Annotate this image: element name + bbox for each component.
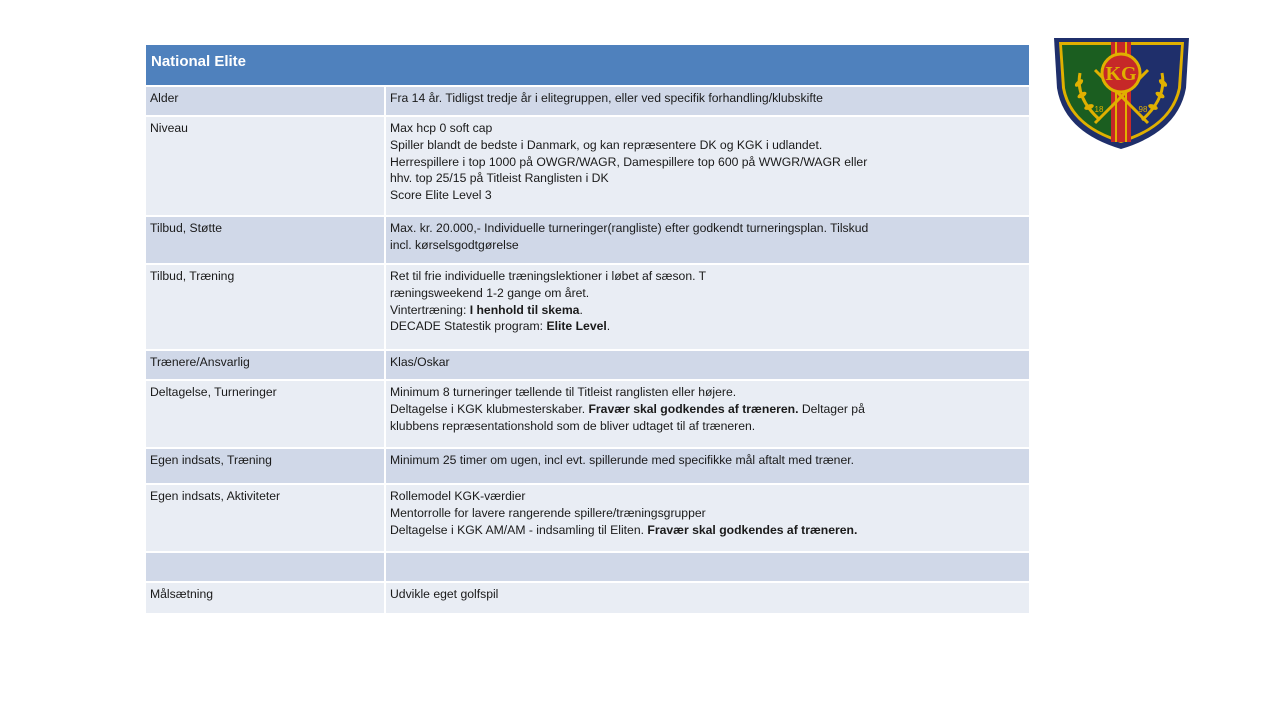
row-label: Egen indsats, Aktiviteter xyxy=(146,485,386,551)
table-row xyxy=(146,215,1029,263)
crest-letters: KG xyxy=(1105,63,1137,85)
kgk-crest-icon xyxy=(1050,28,1193,152)
table-title: National Elite xyxy=(146,45,1029,85)
row-value: Rollemodel KGK-værdier Mentorrolle for lavere rangerende spillere/træningsgrupper Deltagelse i KGK AM/AM - indsamling til Eliten. Fravær skal godkendes af træneren. xyxy=(386,485,1029,551)
table-row xyxy=(146,263,1029,349)
row-value: Udvikle eget golfspil xyxy=(386,583,1029,613)
table-row xyxy=(146,379,1029,447)
row-value: Fra 14 år. Tidligst tredje år i elitegruppen, eller ved specifik forhandling/klubskifte xyxy=(386,87,1029,115)
national-elite-table xyxy=(146,45,1029,613)
row-label: Tilbud, Støtte xyxy=(146,217,386,263)
table-row xyxy=(146,581,1029,613)
row-label xyxy=(146,553,386,581)
table-row xyxy=(146,447,1029,483)
row-label: Trænere/Ansvarlig xyxy=(146,351,386,379)
row-label: Niveau xyxy=(146,117,386,215)
row-label: Tilbud, Træning xyxy=(146,265,386,349)
crest-year-left: 18 xyxy=(1094,105,1104,114)
row-value: Ret til frie individuelle træningslektioner i løbet af sæson. T ræningsweekend 1-2 gange om året. Vintertræning: I henhold til skema. DECADE Statestik program: Elite Level. xyxy=(386,265,1029,349)
crest-year-right: 98 xyxy=(1138,105,1148,114)
table-row xyxy=(146,85,1029,115)
row-value: Minimum 25 timer om ugen, incl evt. spillerunde med specifikke mål aftalt med træner. xyxy=(386,449,1029,483)
row-value xyxy=(386,553,1029,581)
row-label: Egen indsats, Træning xyxy=(146,449,386,483)
row-value: Klas/Oskar xyxy=(386,351,1029,379)
row-value: Minimum 8 turneringer tællende til Titleist ranglisten eller højere. Deltagelse i KGK klubmesterskaber. Fravær skal godkendes af træneren. Deltager på klubbens repræsentationshold som de bliver udtaget til af træneren. xyxy=(386,381,1029,447)
row-label: Alder xyxy=(146,87,386,115)
row-value: Max. kr. 20.000,- Individuelle turneringer(rangliste) efter godkendt turneringsplan. Tilskud incl. kørselsgodtgørelse xyxy=(386,217,1029,263)
row-label: Målsætning xyxy=(146,583,386,613)
row-label: Deltagelse, Turneringer xyxy=(146,381,386,447)
table-row-empty xyxy=(146,551,1029,581)
table-row xyxy=(146,349,1029,379)
table-row xyxy=(146,115,1029,215)
table-row xyxy=(146,483,1029,551)
row-value: Max hcp 0 soft cap Spiller blandt de bedste i Danmark, og kan repræsentere DK og KGK i udlandet. Herrespillere i top 1000 på OWGR/WAGR, Damespillere top 600 på WWGR/WAGR eller hhv. top 25/15 på Titleist Ranglisten i DK Score Elite Level 3 xyxy=(386,117,1029,215)
